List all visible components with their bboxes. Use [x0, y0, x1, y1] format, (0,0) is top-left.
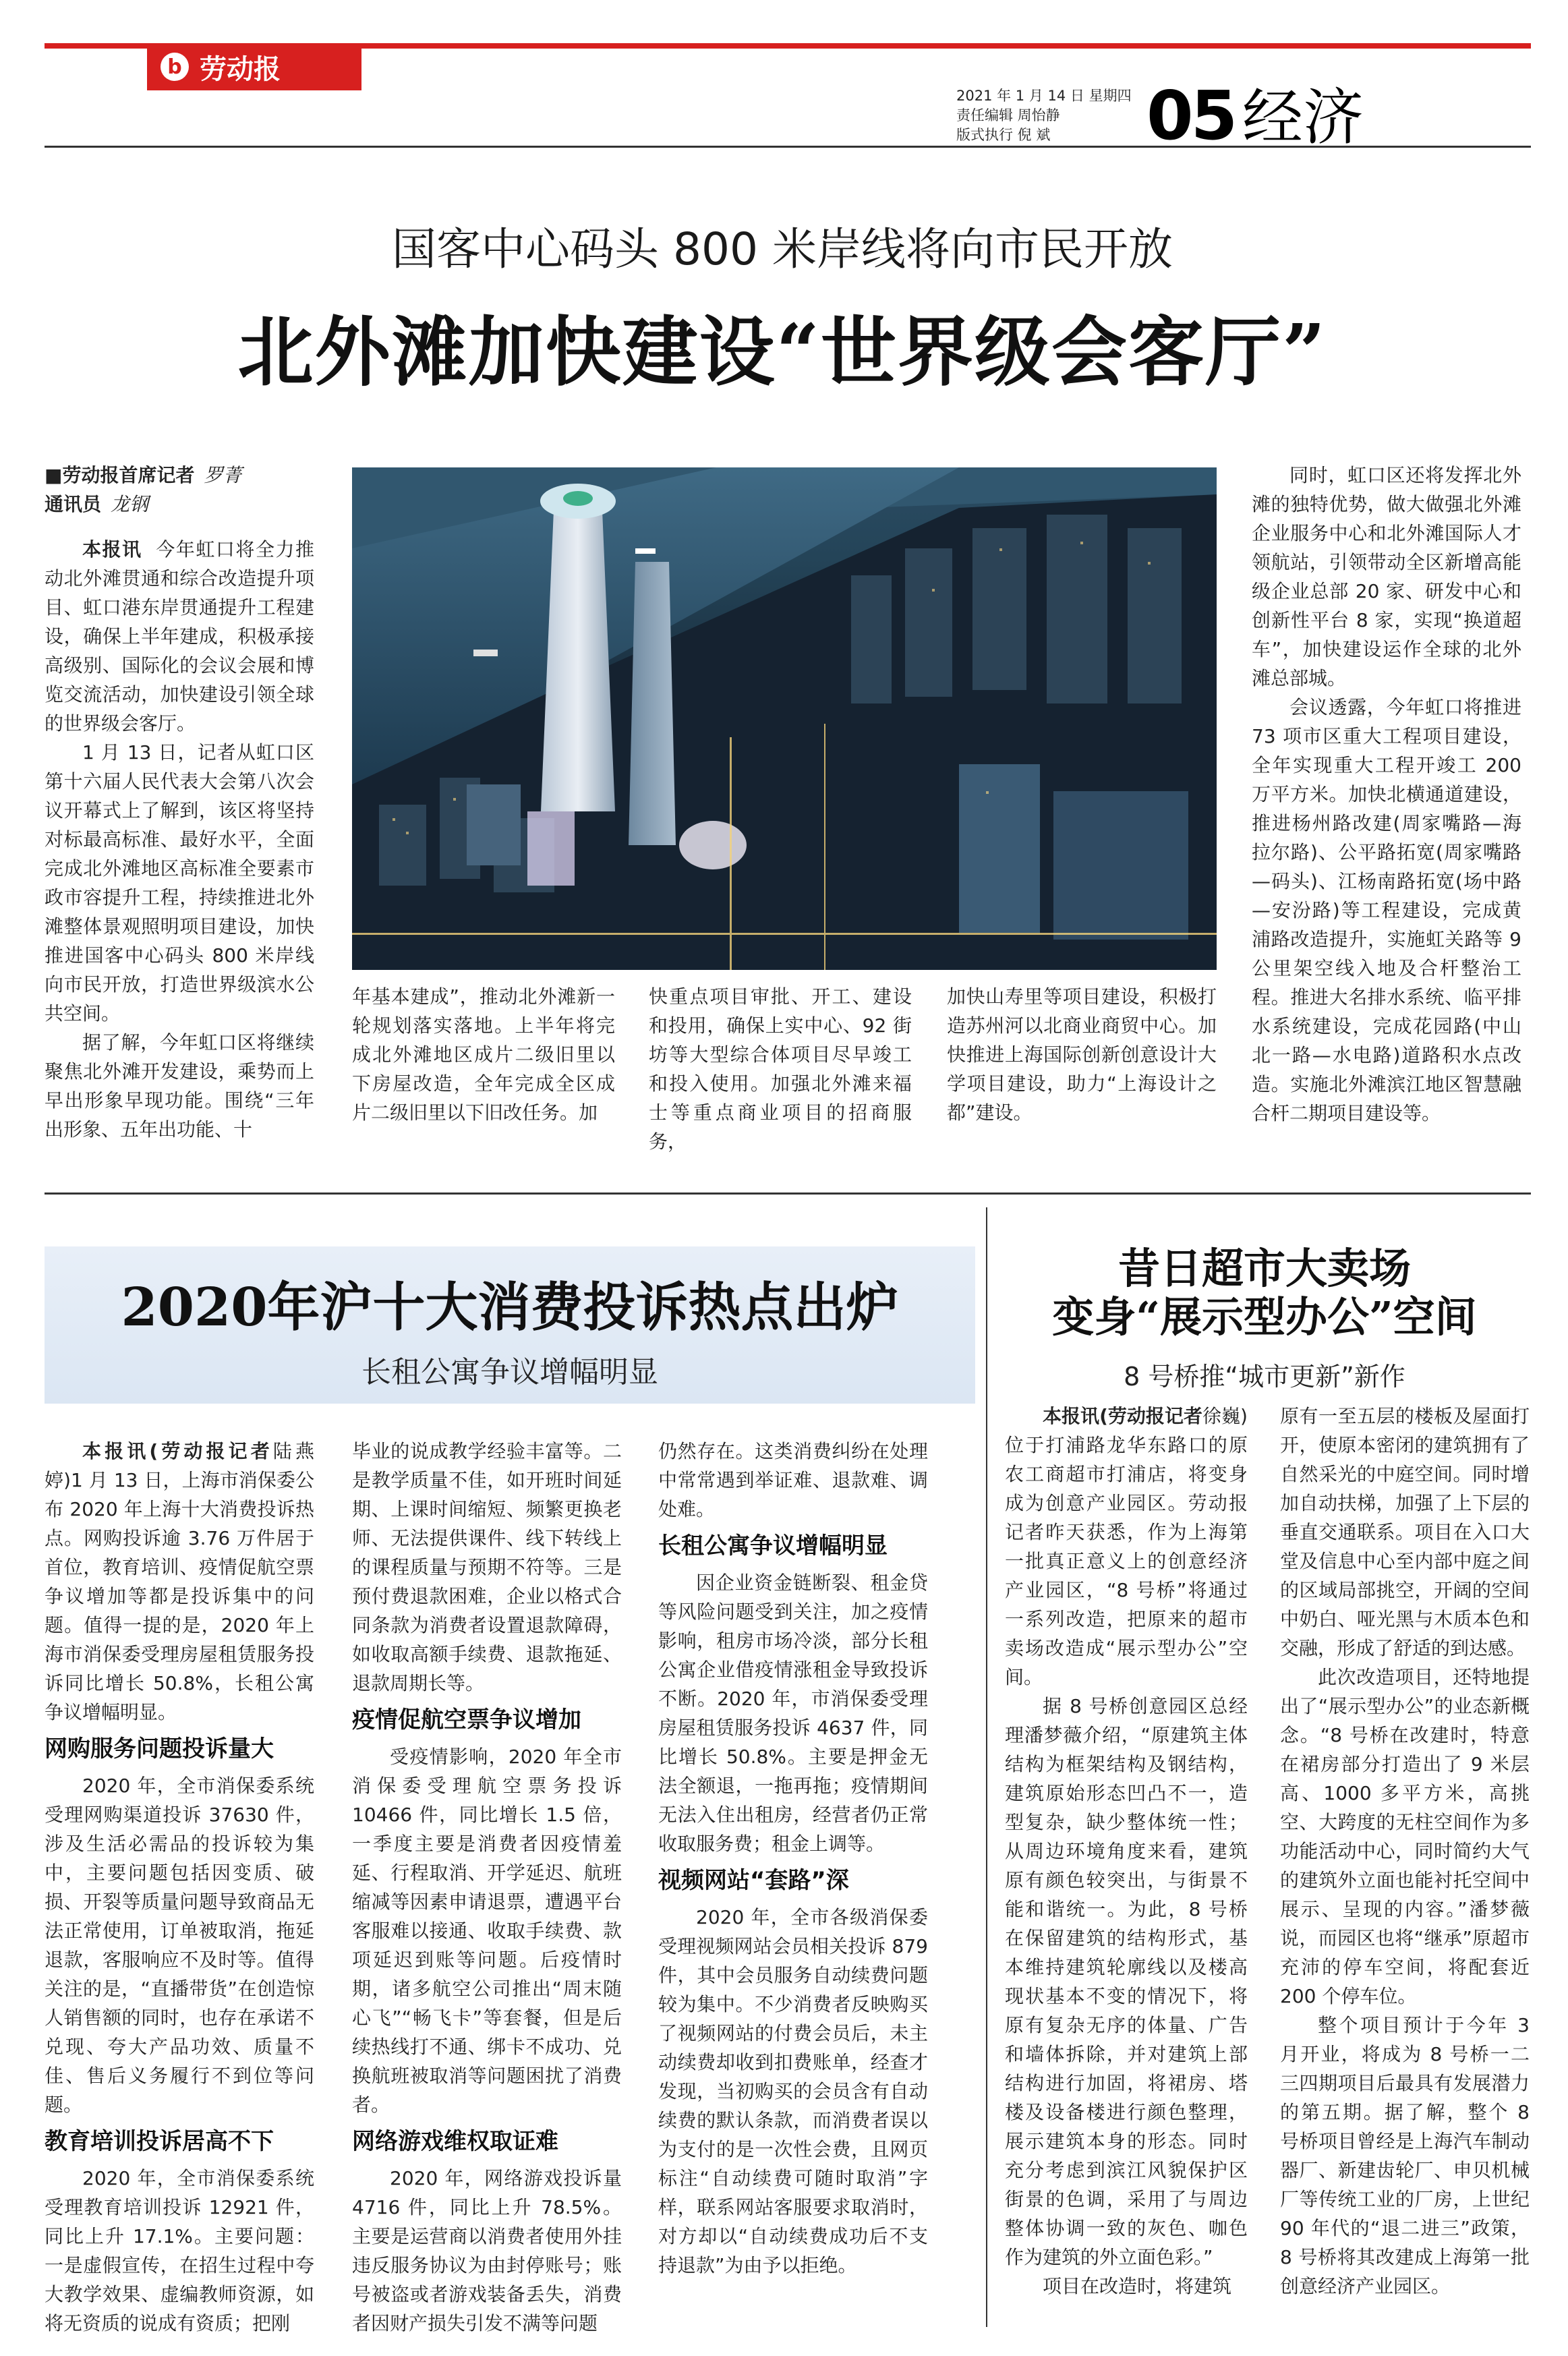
- section-name: 经济: [1242, 82, 1364, 153]
- consumer-paragraph-6: 2020 年，网络游戏投诉量 4716 件，同比上升 78.5%。主要是运营商以消费者使用外挂违反服务协议为由封停账号；账号被盗或者游戏装备丢失，消费者因财产损失引发不满等问题: [352, 2167, 622, 2334]
- newspaper-logo: [147, 43, 361, 90]
- lead-photo: [352, 467, 1217, 970]
- consumer-subhead-video: 视频网站“套路”深: [658, 1867, 849, 1894]
- consumer-subheadline: 长租公寓争议增幅明显: [361, 1355, 658, 1389]
- office-column-1: [1005, 1402, 1248, 2301]
- lead-headline: 北外滩加快建设“世界级会客厅”: [237, 308, 1327, 397]
- office-headline-line1: 昔日超市大卖场: [1117, 1244, 1411, 1293]
- lead-byline: ■劳动报首席记者 罗菁: [45, 464, 242, 486]
- consumer-paragraph-1: 本报讯(劳动报记者陆燕婷)1 月 13 日，上海市消保委公布 2020 年上海十大消费投诉热点。网购投诉逾 3.76 万件居于首位，教育培训、疫情促航空票争议增加等都是投诉集中的问题。值得一提的是，2020 年上海市消保委受理房屋租赁服务投诉同比增长 50.8%，长租公寓争议增幅明显。: [45, 1440, 314, 1723]
- consumer-paragraph-7: 仍然存在。这类消费纠纷在处理中常常遇到举证难、退款难、调处难。: [658, 1440, 928, 1520]
- consumer-column-3: [658, 1437, 928, 2280]
- lead-column-2: 年基本建成”，推动北外滩新一轮规划落实落地。上半年将完成北外滩地区成片二级旧里以下房屋改造，全年完成全区成片二级旧里以下旧改任务。加: [352, 985, 615, 1124]
- lead-column-5: [1252, 461, 1521, 1128]
- consumer-subhead-airline: 疫情促航空票争议增加: [352, 1706, 581, 1733]
- lead-paragraph-3: 据了解，今年虹口区将继续聚焦北外滩开发建设，乘势而上早出形象早现功能。围绕“三年出形象、五年出功能、十: [45, 1031, 314, 1141]
- layout-line: 版式执行 倪 斌: [956, 127, 1051, 143]
- lead-paragraph-1: 本报讯 今年虹口将全力推动北外滩贯通和综合改造提升项目、虹口港东岸贯通提升工程建设，确保上半年建成，积极承接高级别、国际化的会议会展和博览交流活动，加快建设引领全球的世界级会客厅。: [45, 538, 314, 735]
- consumer-subhead-online: 网购服务问题投诉量大: [45, 1735, 274, 1762]
- editor-line: 责任编辑 周怡静: [956, 107, 1060, 123]
- office-headline: [998, 1244, 1531, 1342]
- paper-name: 劳动报: [200, 53, 281, 85]
- office-paragraph-3: 项目在改造时，将建筑: [1043, 2275, 1232, 2297]
- consumer-paragraph-2: 2020 年，全市消保委系统受理网购渠道投诉 37630 件，涉及生活必需品的投诉较为集中，主要问题包括因变质、破损、开裂等质量问题导致商品无法正常使用，订单被取消，拖延退款，客服响应不及时等。值得关注的是，“直播带货”在创造惊人销售额的同时，也存在承诺不兑现、夸大产品功效、质量不佳、售后义务履行不到位等问题。: [45, 1775, 314, 2116]
- lead-kicker: 国客中心码头 800 米岸线将向市民开放: [392, 223, 1173, 275]
- consumer-column-1: [45, 1437, 314, 2338]
- consumer-subhead-rental: 长租公寓争议增幅明显: [658, 1532, 888, 1559]
- section-divider: [45, 1193, 1531, 1195]
- consumer-headline-box: [45, 1246, 975, 1404]
- office-paragraph-5: 此次改造项目，还特地提出了“展示型办公”的业态新概念。“8 号桥在改建时，特意在裙房部分打造出了 9 米层高、1000 多平方米，高挑空、大跨度的无柱空间作为多功能活动中心，同时简约大气的建筑外立面也能衬托空间中展示、呈现的内容。”潘梦薇说，而园区也将“继承”原超市充沛的停车空间，将配套近 200 个停车位。: [1280, 1666, 1530, 2007]
- lead-column-4: 加快山寿里等项目建设，积极打造苏州河以北商业商贸中心。加快推进上海国际创新创意设计大学项目建设，助力“上海设计之都”建设。: [947, 985, 1217, 1124]
- consumer-paragraph-8: 因企业资金链断裂、租金贷等风险问题受到关注，加之疫情影响，租房市场冷淡，部分长租公寓企业借疫情涨租金导致投诉不断。2020 年，市消保委受理房屋租赁服务投诉 4637 件，同比增长 50.8%。主要是押金无法全额退，一拖再拖；疫情期间无法入住出租房，经营者仍正常收取服务费；租金上调等。: [658, 1572, 928, 1855]
- lead-paragraph-2: 1 月 13 日，记者从虹口区第十六届人民代表大会第八次会议开幕式上了解到，该区将坚持对标最高标准、最好水平，全面完成北外滩地区高标准全要素市政市容提升工程，持续推进北外滩整体景观照明项目建设，加快推进国客中心码头 800 米岸线向市民开放，打造世界级滨水公共空间。: [45, 741, 314, 1025]
- lead-paragraph-5a: 同时，虹口区还将发挥北外滩的独特优势，做大做强北外滩企业服务中心和北外滩国际人才领航站，引领带动全区新增高能级企业总部 20 家、研发中心和创新性平台 8 家，实现“换道超车”，加快建设运作全球的北外滩总部城。: [1252, 464, 1521, 689]
- lead-column-1: [45, 461, 314, 1144]
- consumer-headline: 2020年沪十大消费投诉热点出炉: [121, 1277, 899, 1338]
- office-headline-line2: 变身“展示型办公”空间: [1052, 1292, 1477, 1342]
- consumer-paragraph-5: 受疫情影响，2020 年全市消保委受理航空票务投诉 10466 件，同比增长 1.5 倍，一季度主要是消费者因疫情羞延、行程取消、开学延迟、航班缩减等因素申请退票，遭遇平台客服难以接通、收取手续费、款项延迟到账等问题。后疫情时期，诸多航空公司推出“周末随心飞”“畅飞卡”等套餐，但是后续热线打不通、绑卡不成功、兑换航班被取消等问题困扰了消费者。: [352, 1746, 622, 2116]
- consumer-paragraph-4: 毕业的说成教学经验丰富等。二是教学质量不佳，如开班时间延期、上课时间缩短、频繁更换老师、无法提供课件、线下转线上的课程质量与预期不符等。三是预付费退款困难，企业以格式合同条款为消费者设置退款障碍，如收取高额手续费、退款拖延、退款周期长等。: [352, 1440, 622, 1694]
- consumer-column-2: [352, 1437, 622, 2338]
- lead-byline-corr: 通讯员 龙钢: [45, 493, 149, 515]
- office-column-2: [1280, 1402, 1530, 2301]
- office-subheadline: 8 号桥推“城市更新”新作: [1124, 1362, 1405, 1391]
- lead-column-3: 快重点项目审批、开工、建设和投用，确保上实中心、92 街坊等大型综合体项目尽早竣工和投入使用。加强北外滩来福士等重点商业项目的招商服务，: [649, 985, 912, 1153]
- page-number: 05: [1146, 76, 1236, 155]
- header-meta: [956, 86, 1159, 145]
- skyline-illustration: [352, 467, 1217, 970]
- date-line: 2021 年 1 月 14 日 星期四: [956, 88, 1132, 104]
- lead-paragraph-5b: 会议透露，今年虹口将推进 73 项市区重大工程项目建设，全年实现重大工程开竣工 200 万平方米。加快北横通道建设，推进杨州路改建(周家嘴路—海拉尔路)、公平路拓宽(周家嘴路—码头)、江杨南路拓宽(场中路—安汾路)等工程建设，完成黄浦路改造提升，实施虹关路等 9 公里架空线入地及合杆整治工程。推进大名排水系统、临平排水系统建设，完成花园路(中山北一路—水电路)道路积水点改造。实施北外滩滨江地区智慧融合杆二期项目建设等。: [1252, 696, 1521, 1124]
- consumer-paragraph-9: 2020 年，全市各级消保委受理视频网站会员相关投诉 879 件，其中会员服务自动续费问题较为集中。不少消费者反映购买了视频网站的付费会员后，未主动续费却收到扣费账单，经查才发现，当初购买的会员含有自动续费的默认条款，而消费者误以为支付的是一次性会费，且网页标注“自动续费可随时取消”字样，联系网站客服要求取消时，对方却以“自动续费成功后不支持退款”为由予以拒绝。: [658, 1906, 928, 2276]
- office-paragraph-2: 据 8 号桥创意园区总经理潘梦薇介绍，“原建筑主体结构为框架结构及钢结构，建筑原始形态凹凸不一，造型复杂，缺少整体统一性；从周边环境角度来看，建筑原有颜色较突出，与街景不能和谐统一。为此，8 号桥在保留建筑的结构形式，基本维持建筑轮廓线以及楼高现状基本不变的情况下，将原有复杂无序的体量、广告和墙体拆除，并对建筑上部结构进行加固，将裙房、塔楼及设备楼进行颜色整理，展示建筑本身的形态。同时充分考虑到滨江风貌保护区街景的色调，采用了与周边整体协调一致的灰色、咖色作为建筑的外立面色彩。”: [1005, 1695, 1248, 2268]
- office-paragraph-6: 整个项目预计于今年 3 月开业，将成为 8 号桥一二三四期项目后最具有发展潜力的第五期。据了解，整个 8 号桥项目曾经是上海汽车制动器厂、新建齿轮厂、申贝机械厂等传统工业的厂房，上世纪 90 年代的“退二进三”政策，8 号桥将其改建成上海第一批创意经济产业园区。: [1280, 2014, 1530, 2297]
- story-divider: [986, 1207, 987, 2327]
- consumer-subhead-gaming: 网络游戏维权取证难: [352, 2128, 558, 2155]
- office-paragraph-1: 本报讯(劳动报记者徐巍)位于打浦路龙华东路口的原农工商超市打浦店，将变身成为创意产业园区。劳动报记者昨天获悉，作为上海第一批真正意义上的创意经济产业园区，“8 号桥”将通过一系列改造，把原来的超市卖场改造成“展示型办公”空间。: [1005, 1405, 1248, 1688]
- logo-mark-icon: b: [161, 53, 189, 81]
- consumer-subhead-education: 教育培训投诉居高不下: [45, 2128, 274, 2155]
- consumer-paragraph-3: 2020 年，全市消保委系统受理教育培训投诉 12921 件，同比上升 17.1%。主要问题：一是虚假宣传，在招生过程中夸大教学效果、虚编教师资源，如将无资质的说成有资质；把刚: [45, 2167, 314, 2334]
- office-paragraph-4: 原有一至五层的楼板及屋面打开，使原本密闭的建筑拥有了自然采光的中庭空间。同时增加自动扶梯，加强了上下层的垂直交通联系。项目在入口大堂及信息中心至内部中庭之间的区域局部挑空，开阔的空间中奶白、哑光黑与木质本色和交融，形成了舒适的到达感。: [1280, 1405, 1530, 1659]
